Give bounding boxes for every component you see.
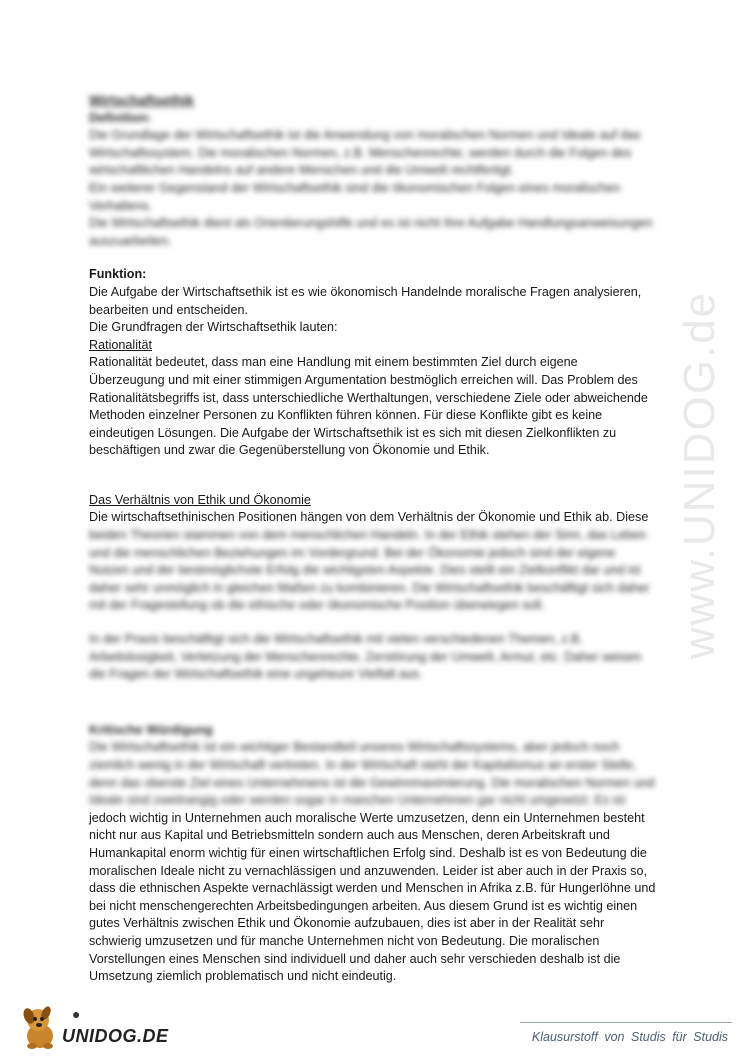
rationalitaet-line: Methoden einzelner Personen zu Konflikten führen können. Für diese Konflikte gibt es keine [89,408,603,423]
kritik-line: Ideale sind zweitrangig oder werden sogar in manchen Unternehmen gar nicht umgesetzt. Es ist [89,793,626,808]
document-body [89,92,669,986]
footer-tagline: Klausurstoff von Studis für Studis [531,1030,728,1044]
praxis-line: In der Praxis beschäftigt sich die Wirtschaftsethik mit vielen verschiedenen Themen, z.B. [89,632,583,647]
definition-heading: Definition: [89,110,152,125]
verhaeltnis-heading: Das Verhältnis von Ethik und Ökonomie [89,492,311,507]
rationalitaet-line: Rationalitätsbegriffs ist, dass unterschiedliche Werthaltungen, verschiedene Ziele oder abweichende [89,390,648,405]
verhaeltnis-section [89,492,669,684]
logo-text: UNIDOG.DE [62,1026,169,1046]
kritik-line: schwierig umzusetzen und für manche Unternehmen nicht von Bedeutung. Die moralischen [89,933,600,948]
definition-line: auszuarbeiten. [89,233,172,248]
kritik-heading: Kritische Würdigung [89,722,213,737]
definition-line: Ein weiterer Gegenstand der Wirtschaftsethik sind die ökonomischen Folgen eines moralischen [89,180,621,195]
verhaeltnis-line: beiden Theorien stammen von dem menschlichen Handeln. In der Ethik stehen der Sinn, das Leben [89,528,647,543]
funktion-line: bearbeiten und entscheiden. [89,302,248,317]
kritik-section [89,722,669,986]
kritik-line: denn das oberste Ziel eines Unternehmens ist die Gewinnmaximierung. Die moralischen Normen und [89,775,655,790]
praxis-line: Arbeitslosigkeit, Verletzung der Menschenrechte, Zerstörung der Umwelt, Armut, etc. Daher weisen [89,649,642,664]
kritik-line: ziemlich wenig in der Wirtschaft vertreten. In der Wirtschaft steht der Kapitalismus an erster Stelle, [89,758,637,772]
rationalitaet-line: eindeutigen Lösungen. Die Aufgabe der Wirtschaftsethik ist es sich mit diesen Zielkonflikten zu [89,425,617,440]
rationalitaet-line: Überzeugung und mit einer stimmigen Argumentation bestmöglich erreichen will. Das Problem des [89,372,638,387]
kritik-line: moralischen Ideale nicht zu vernachlässigen und anzuwenden. Leider ist aber auch in der Praxis so, [89,863,647,878]
definition-line: wirtschaftlichen Handelns auf andere Menschen und die Umwelt rechtfertigt. [89,163,514,178]
kritik-line: bei nicht menschengerechten Arbeitsbedingungen arbeiten. Aus diesem Grund ist es wichtig einen [89,898,638,913]
verhaeltnis-line: Nutzen und der bestmöglichste Erfolg die wichtigsten Aspekte. Dies stellt ein Zielkonflikt dar und ist [89,563,641,578]
definition-line: Wirtschaftssystem. Die moralischen Normen, z.B. Menschenrechte, werden durch die Folgen des [89,145,632,160]
footer-divider [520,1022,732,1023]
watermark-text: www.UNIDOG.de [675,290,725,660]
verhaeltnis-line: daher sehr unmöglich in gleichen Maßen zu kombinieren. Die Wirtschaftsethik beschäftigt sich daher [89,580,650,595]
rationalitaet-line: beschäftigen und zwar die Gegenüberstellung von Ökonomie und Ethik. [89,443,490,458]
kritik-line: dass die ethnischen Aspekte vernachlässigt werden und Menschen in Afrika z.B. für Hungerlöhne und [89,881,656,896]
kritik-blurred [89,722,669,810]
kritik-line: Humankapital enorm wichtig für einen wirtschaftlichen Erfolg sind. Deshalb ist es von Bedeutung die [89,845,647,860]
praxis-line: die Fragen der Wirtschaftsethik eine ungeheure Vielfalt aus. [89,667,423,682]
verhaeltnis-line: mit der Fragestellung ob die ethische oder ökonomische Position überwiegen soll. [89,598,545,613]
definition-section [89,110,669,251]
verhaeltnis-line: Die wirtschaftsethinischen Positionen hängen von dem Verhältnis der Ökonomie und Ethik ab. Diese [89,510,649,525]
definition-line: Die Grundlage der Wirtschaftsethik ist die Anwendung von moralischen Normen und Ideale auf das [89,128,641,143]
kritik-line: gutes Verhältnis zwischen Ethik und Ökonomie aufzubauen, dies ist aber in der Realität sehr [89,916,605,931]
kritik-line: nicht nur aus Kapital und Betriebsmitteln sondern auch aus Menschen, deren Arbeitskraft und [89,828,610,843]
verhaeltnis-blurred [89,527,669,684]
funktion-line: Die Grundfragen der Wirtschaftsethik lauten: [89,320,338,335]
funktion-line: Die Aufgabe der Wirtschaftsethik ist es wie ökonomisch Handelnde moralische Fragen analysieren, [89,284,642,299]
definition-line: Die Wirtschaftsethik dient als Orientierungshilfe und es ist nicht ihre Aufgabe Handlungsanweisungen [89,216,653,231]
kritik-line: Umsetzung ziemlich problematisch und nicht eindeutig. [89,969,397,984]
paw-icon: ● [72,1006,81,1022]
watermark [675,195,725,755]
funktion-heading: Funktion: [89,267,147,282]
document-title: Wirtschaftsethik [89,93,194,108]
rationalitaet-line: Rationalität bedeutet, dass man eine Handlung mit einem bestimmten Ziel durch eigene [89,355,578,370]
definition-line: Verhaltens. [89,198,153,213]
kritik-line: Vorstellungen eines Menschen sind individuell und daher auch sehr verschieden deshalb ist die [89,951,621,966]
dog-icon [18,1002,66,1054]
rationalitaet-heading: Rationalität [89,337,153,352]
verhaeltnis-line: und die menschlichen Beziehungen im Vordergrund. Bei der Ökonomie jedoch sind der eigene [89,545,616,560]
unidog-logo[interactable] [18,1002,168,1056]
funktion-section [89,266,669,460]
kritik-line: jedoch wichtig in Unternehmen auch moralische Werte umzusetzen, denn ein Unternehmen besteht [89,810,645,825]
kritik-line: Die Wirtschaftsethik ist ein wichtiger Bestandteil unseres Wirtschaftssystems, aber jedoch noch [89,740,620,755]
